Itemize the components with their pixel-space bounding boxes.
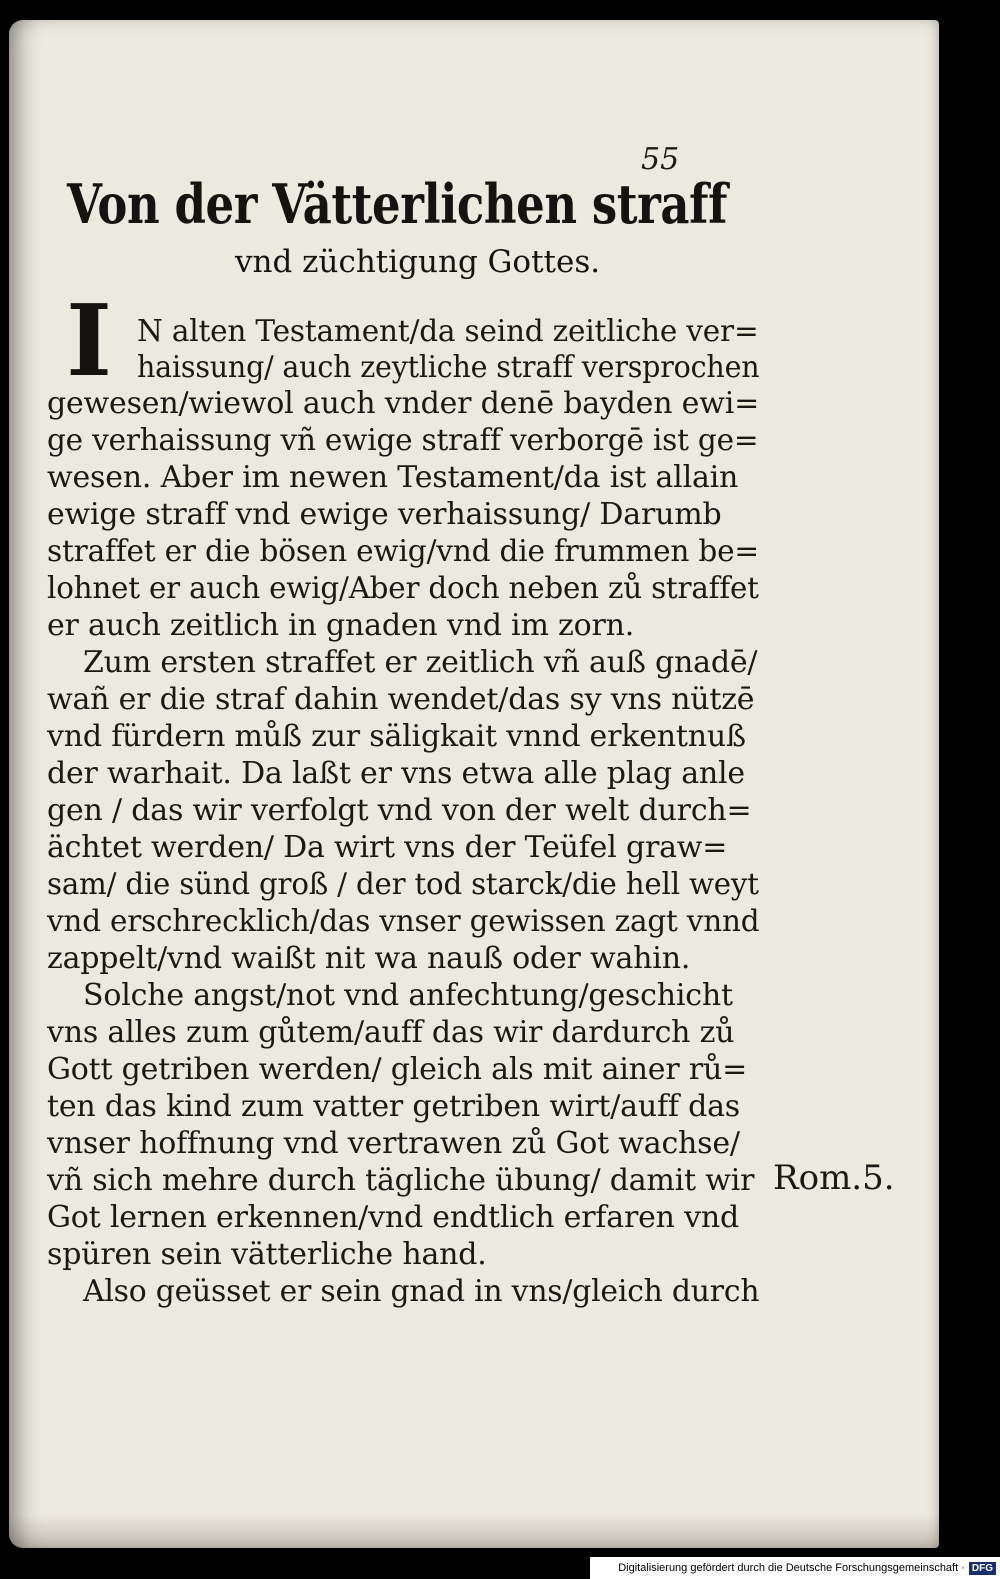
- text-line: vns alles zum gůtem/auff das wir dardurch zů: [47, 1015, 735, 1050]
- text-line: Also geüsset er sein gnad in vns/gleich durch: [83, 1274, 760, 1309]
- footer-text: Digitalisierung gefördert durch die Deutsche Forschungsgemeinschaft ·: [618, 1562, 965, 1574]
- text-line: wesen. Aber im newen Testament/da ist allain: [47, 460, 739, 495]
- text-line: wañ er die straf dahin wendet/das sy vns nützē: [47, 682, 755, 717]
- text-line: ten das kind zum vatter getriben wirt/auff das: [47, 1089, 740, 1124]
- text-line: spüren sein vätterliche hand.: [47, 1237, 487, 1272]
- text-line: er auch zeitlich in gnaden vnd im zorn.: [47, 608, 635, 643]
- text-line: der warhait. Da laßt er vns etwa alle plag anle: [47, 756, 745, 791]
- text-line: Got lernen erkennen/vnd endtlich erfaren vnd: [47, 1200, 739, 1235]
- book-page: [9, 20, 939, 1548]
- text-line: vnd erschrecklich/das vnser gewissen zagt vnnd: [47, 904, 760, 939]
- page-number: 55: [641, 142, 680, 177]
- text-line: haissung/ auch zeytliche straff versprochen: [137, 350, 760, 385]
- text-line: N alten Testament/da seind zeitliche ver=: [137, 314, 759, 349]
- text-line: Zum ersten straffet er zeitlich vñ auß gnadē/: [83, 645, 758, 680]
- chapter-subtitle: vnd züchtigung Gottes.: [235, 244, 601, 280]
- text-line: vnd fürdern můß zur säligkait vnnd erkentnuß: [47, 719, 746, 754]
- text-line: ge verhaissung vñ ewige straff verborgē ist ge=: [47, 423, 759, 458]
- text-line: ewige straff vnd ewige verhaissung/ Darumb: [47, 497, 722, 532]
- drop-cap: I: [66, 284, 112, 399]
- text-line: Solche angst/not vnd anfechtung/geschicht: [83, 978, 733, 1013]
- text-line: gewesen/wiewol auch vnder denē bayden ewi=: [47, 386, 760, 421]
- text-line: vnser hoffnung vnd vertrawen zů Got wachse/: [47, 1126, 740, 1161]
- text-line: Gott getriben werden/ gleich als mit ainer rů=: [47, 1052, 748, 1087]
- text-line: lohnet er auch ewig/Aber doch neben zů straffet: [47, 571, 759, 606]
- text-line: gen / das wir verfolgt vnd von der welt durch=: [47, 793, 752, 828]
- text-line: sam/ die sünd groß / der tod starck/die hell weyt: [47, 867, 759, 902]
- chapter-title: Von der Vätterlichen straff: [67, 172, 728, 236]
- dfg-logo: DFG: [969, 1562, 996, 1575]
- text-line: vñ sich mehre durch tägliche übung/ damit wir: [47, 1163, 755, 1198]
- text-line: zappelt/vnd waißt nit wa nauß oder wahin.: [47, 941, 691, 976]
- text-line: ächtet werden/ Da wirt vns der Teüfel graw=: [47, 830, 728, 865]
- margin-note: Rom.5.: [773, 1158, 895, 1198]
- funding-footer: [590, 1557, 1000, 1579]
- text-line: straffet er die bösen ewig/vnd die frummen be=: [47, 534, 759, 569]
